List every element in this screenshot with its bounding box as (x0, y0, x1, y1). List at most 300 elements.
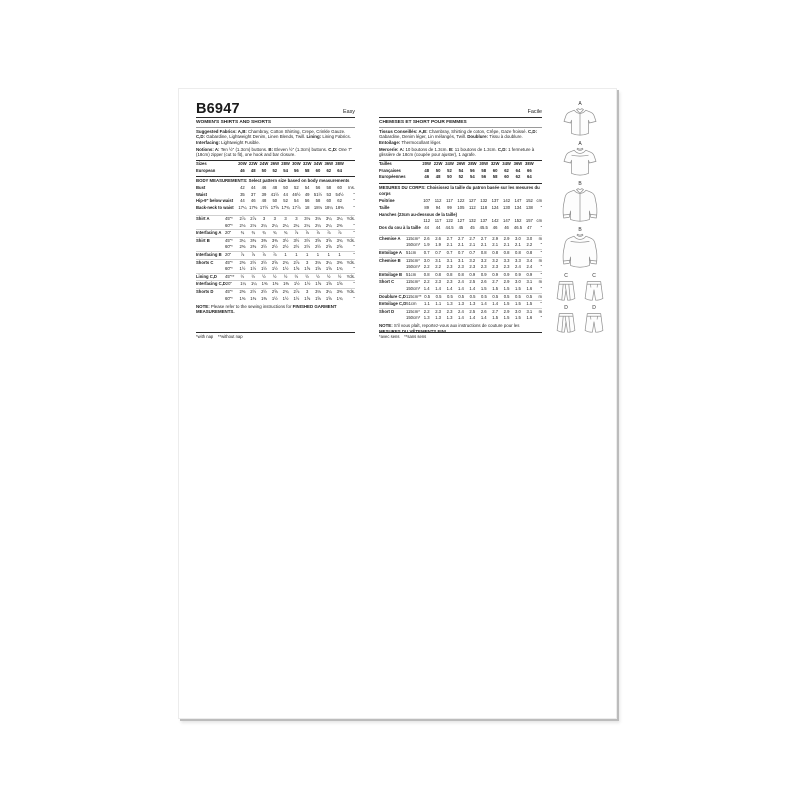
table-cell: 1.4 (446, 285, 453, 291)
fabric-width-label: 150cm* (406, 264, 421, 270)
table-row (196, 251, 355, 259)
table-cell: 1½ (271, 295, 278, 301)
table-cell: ½ (273, 273, 277, 279)
table-cell: 3.2 (480, 257, 487, 263)
text-segment: C,D: (196, 134, 207, 140)
table-cell: 56 (315, 185, 321, 191)
table-cell: 17⅞ (292, 205, 301, 210)
table-cell: 36W (324, 161, 334, 167)
unit-label: m (538, 293, 542, 299)
unit-label: Yds. (346, 216, 355, 222)
text-segment: Lining Fabrics. (322, 134, 351, 140)
table-cell: 46½ (292, 191, 301, 197)
table-cell: 1.1 (435, 301, 442, 307)
table-cell: 44.5 (445, 224, 454, 230)
table-cell: 1½ (293, 295, 300, 301)
table-cell: 0.5 (481, 293, 487, 299)
table-cell: 62 (515, 174, 521, 180)
table-cell: 32W (490, 161, 500, 167)
table-cell: ⅞ (262, 252, 266, 258)
table-cell: 1⅝ (315, 295, 321, 301)
table-row (196, 288, 355, 296)
table-cell: 1.3 (458, 301, 464, 307)
row-label: Shorts C (196, 259, 214, 265)
text-segment: One 7" (18cm) zipper (cut to fit), one hook and bar closure. (196, 146, 353, 158)
table-cell: 56 (481, 174, 487, 180)
table-row (196, 266, 355, 273)
table-cell: 17½ (259, 205, 269, 210)
table-cell: 2.1 (515, 242, 521, 248)
table-row (379, 278, 542, 286)
table-cell: 1.3 (435, 315, 442, 321)
table-cell: 3.1 (446, 257, 453, 263)
unit-label: m (538, 279, 543, 285)
table-cell: 52 (272, 167, 278, 173)
table-cell: 94 (435, 204, 441, 210)
text-segment: Tissus Conseillés: A,B: (379, 129, 429, 134)
table-cell: 1.4 (458, 315, 464, 321)
table-cell: 52 (283, 198, 288, 204)
table-cell: 54 (458, 167, 464, 173)
fabric-width-label: 60"* (225, 244, 233, 250)
table-cell: 50 (272, 198, 278, 204)
table-cell: 54 (283, 167, 288, 173)
table-cell: 2⅜ (239, 259, 246, 265)
fabric-width-label: 20" (225, 230, 232, 236)
table-cell: 2.1 (503, 242, 510, 248)
fabric-width-label: 115cm* (406, 257, 420, 263)
table-cell: ¾ (262, 230, 266, 236)
sizes-table-french (379, 161, 542, 181)
unit-label: " (540, 301, 542, 307)
table-cell: 2¼ (271, 222, 278, 228)
fabric-width-label: 51cm (406, 301, 417, 307)
divider (196, 176, 355, 177)
text-segment: B: (268, 146, 275, 152)
table-cell: 0.5 (515, 293, 521, 299)
table-cell: 58 (481, 167, 487, 173)
table-cell: 137 (491, 198, 499, 204)
table-row (379, 315, 542, 322)
table-cell: 1½ (304, 281, 311, 287)
table-cell: 2½ (293, 244, 300, 250)
unit-label: Yds. (346, 273, 355, 279)
table-cell: 46 (261, 185, 267, 191)
table-cell: 54 (294, 198, 299, 204)
table-cell: 60 (326, 198, 332, 204)
table-cell: 2.6 (480, 279, 487, 285)
table-cell: 1.5 (503, 285, 510, 291)
table-cell: ½ (316, 273, 320, 279)
table-cell: 2¾ (282, 259, 289, 265)
fabric-width-label: 60"* (225, 295, 233, 301)
table-cell: 2.2 (423, 264, 430, 270)
table-cell: 0.5 (492, 293, 499, 299)
figure-label: C (592, 273, 596, 279)
table-cell: 2.3 (469, 264, 476, 270)
row-label: Entoilage A (379, 249, 402, 255)
notions-paragraph-english (196, 147, 355, 158)
body-measurements-table-french (379, 198, 542, 231)
table-cell: 1.4 (480, 301, 487, 307)
unit-label: cm (536, 198, 543, 204)
unit-label: Ins. (348, 185, 355, 191)
view-a-front-figure (550, 101, 610, 139)
table-cell: 54 (304, 185, 310, 191)
table-cell: 152 (514, 218, 522, 224)
table-row (379, 242, 542, 249)
table-cell: 52 (447, 167, 452, 173)
table-cell: ½ (305, 273, 309, 279)
fabric-width-label: 150cm* (406, 285, 421, 291)
table-cell: 2½ (261, 259, 267, 265)
text-segment: Chambray, Cotton Shirting, Crepe, Crinkle Gauze. (248, 129, 346, 134)
table-cell: 2.3 (446, 264, 453, 270)
table-row (196, 244, 355, 251)
table-cell: 1.5 (503, 315, 510, 321)
row-label: Interfacing B (196, 252, 222, 258)
table-cell: 46 (250, 198, 256, 204)
text-segment: Doublure: (467, 134, 490, 140)
table-cell: 49 (304, 191, 310, 197)
table-row (196, 168, 355, 175)
table-cell: 112 (434, 198, 442, 204)
table-cell: 1½ (271, 266, 278, 272)
text-segment: B: (448, 146, 455, 152)
unit-label: " (353, 191, 355, 197)
table-cell: 2.5 (469, 279, 476, 285)
shorts-c-back-illustration (581, 279, 607, 303)
table-cell: ½ (283, 273, 288, 279)
table-cell: 3 (273, 216, 276, 222)
yardage-table-french (379, 235, 542, 322)
table-cell: 50 (435, 167, 441, 173)
table-row (379, 161, 542, 168)
fabric-width-label: 115cm* (406, 235, 420, 241)
row-label: Sizes (196, 161, 207, 167)
row-label: Entoilage C,D (379, 301, 407, 307)
table-cell: 3⅛ (315, 259, 321, 265)
table-cell: 22W (433, 161, 443, 167)
section-title-english: WOMEN'S SHIRTS AND SHORTS (196, 119, 355, 128)
table-cell: 3.2 (492, 257, 499, 263)
table-cell: 2⅜ (239, 244, 246, 250)
text-segment: Lightweight Fusible. (221, 139, 260, 145)
table-cell: 66 (527, 167, 532, 173)
view-b-back-figure (550, 227, 610, 271)
table-cell: 64 (527, 174, 532, 180)
table-cell: 62 (337, 198, 342, 204)
table-cell: 3.1 (526, 308, 533, 314)
table-cell: 1¾ (336, 266, 343, 272)
table-cell: 2.9 (503, 235, 510, 241)
table-cell: 2.3 (435, 308, 442, 314)
table-row (196, 296, 355, 303)
view-d-back-figure (581, 305, 607, 335)
table-cell: 1.4 (480, 315, 487, 321)
table-cell: ½ (251, 273, 255, 279)
table-cell: 46 (492, 224, 498, 230)
english-column (196, 99, 355, 315)
table-cell: 1½ (282, 266, 289, 272)
unit-label: " (353, 198, 355, 204)
table-cell: 54 (469, 174, 475, 180)
table-cell: 0.5 (446, 293, 453, 299)
view-d-front-figure (553, 305, 579, 335)
row-label: Taille (379, 204, 390, 210)
table-cell: 1.9 (423, 242, 430, 248)
table-cell: 47 (527, 224, 532, 230)
table-cell: 2½ (315, 244, 321, 250)
table-cell: 0.5 (503, 293, 510, 299)
pattern-envelope-back (178, 88, 617, 719)
table-cell: 152 (525, 198, 533, 204)
table-cell: 122 (457, 198, 465, 204)
table-cell: 1⅝ (304, 266, 311, 272)
table-cell: 18⅛ (313, 205, 323, 210)
table-cell: 1.4 (435, 285, 442, 291)
fabric-width-label: 115cm* (406, 279, 420, 285)
table-cell: 51½ (313, 191, 323, 197)
table-cell: 0.5 (526, 293, 533, 299)
table-cell: 44 (283, 191, 288, 197)
difficulty-label-english: Easy (343, 109, 355, 115)
table-cell: 30W (479, 161, 489, 167)
table-cell: 2.9 (503, 308, 510, 314)
table-cell: 127 (457, 218, 465, 224)
table-cell: 1.5 (480, 285, 487, 291)
table-cell: 34W (313, 161, 323, 167)
row-label: Short C (379, 279, 395, 285)
table-cell: 2⅛ (239, 222, 246, 228)
table-cell: 3⅛ (304, 216, 311, 222)
shorts-c-front-illustration (553, 279, 579, 303)
table-cell: 2.2 (423, 308, 430, 314)
table-cell: 18¼ (324, 205, 333, 210)
table-cell: 0.8 (515, 249, 521, 255)
fabric-width-label: 150cm* (406, 315, 421, 321)
table-cell: 1 (327, 252, 330, 258)
table-cell: 2.1 (469, 242, 476, 248)
table-cell: 20W (238, 161, 247, 167)
table-cell: ⅞ (240, 252, 245, 258)
table-cell: 60 (337, 185, 342, 191)
table-cell: 32W (302, 161, 312, 167)
unit-label: " (540, 204, 543, 210)
unit-label: " (353, 205, 355, 210)
table-cell: 105 (457, 204, 465, 210)
table-row (379, 212, 542, 219)
table-cell: 2½ (271, 244, 278, 250)
table-cell: 2½ (250, 259, 257, 265)
unit-label: cm (536, 218, 543, 224)
table-cell: 3 (306, 259, 309, 265)
table-cell: 3.0 (515, 279, 521, 285)
unit-label: m (538, 308, 543, 314)
table-cell: 1⅝ (336, 281, 343, 287)
table-cell: 1⅜ (250, 295, 257, 301)
row-label: Chemise A (379, 235, 401, 241)
table-cell: ¾ (273, 230, 277, 236)
table-cell: 52 (294, 185, 299, 191)
unit-label: " (353, 252, 355, 258)
row-label: Françaises (379, 167, 401, 173)
text-segment: S'il vous plaît, reportez-vous aux instructions de couture pour les (392, 323, 520, 329)
table-cell: ¾ (283, 230, 288, 236)
table-cell: 3⅜ (336, 289, 343, 295)
unit-label: Yds. (346, 237, 355, 243)
table-cell: 142 (491, 218, 499, 224)
table-cell: 2¼ (293, 222, 300, 228)
table-cell: 0.7 (423, 249, 430, 255)
table-cell: 0.9 (480, 271, 487, 277)
table-cell: 118 (480, 204, 488, 210)
table-cell: 18⅜ (335, 205, 344, 210)
table-cell: 3⅝ (315, 237, 321, 243)
fabrics-paragraph-french (379, 129, 542, 145)
table-cell: 0.9 (492, 271, 499, 277)
table-cell: 0.8 (458, 271, 464, 277)
row-label: Short D (379, 308, 395, 314)
fabric-width-label: 51cm (406, 249, 417, 255)
table-row (379, 218, 542, 225)
table-cell: 3¼ (325, 289, 332, 295)
table-cell: 52 (458, 174, 464, 180)
row-label: Interfacing C,D (196, 281, 226, 287)
table-cell: 3⅜ (261, 237, 267, 243)
table-row (379, 300, 542, 308)
table-cell: 2.6 (435, 235, 442, 241)
table-cell: 3.1 (526, 279, 533, 285)
view-b-front-figure (550, 181, 610, 225)
row-label: Chemise B (379, 257, 401, 263)
table-row (196, 237, 355, 245)
table-cell: 2.7 (446, 235, 453, 241)
table-cell: 36W (513, 161, 523, 167)
table-cell: 0.9 (469, 271, 476, 277)
table-cell: 2¾ (282, 289, 289, 295)
table-cell: 130 (503, 204, 511, 210)
fabric-width-label: 45"* (225, 289, 233, 295)
fabric-width-label: 45"* (225, 216, 233, 222)
table-cell: 0.7 (458, 249, 464, 255)
table-cell: 2¼ (282, 222, 289, 228)
table-cell: 2¼ (325, 222, 332, 228)
sizes-table-english (196, 161, 355, 174)
row-label: Hanches (23cm au-dessous de la taille) (379, 211, 457, 217)
table-cell: 50 (261, 167, 267, 173)
table-cell: 1.5 (526, 301, 533, 307)
table-cell: 1⅝ (325, 266, 332, 272)
table-cell: 2.3 (446, 308, 453, 314)
table-row (196, 229, 355, 237)
table-cell: 3½ (282, 237, 289, 243)
table-cell: 1⅝ (315, 266, 321, 272)
table-cell: 56 (304, 198, 310, 204)
unit-label: " (353, 281, 355, 287)
table-cell: 24W (259, 161, 269, 167)
unit-label: " (540, 285, 543, 291)
unit-label: Yds. (346, 289, 355, 295)
table-cell: 1.6 (526, 315, 533, 321)
shorts-d-back-illustration (581, 311, 607, 335)
row-label: Shirt A (196, 216, 210, 222)
text-segment: FINISHED GARMENT MEASUREMENTS. (196, 303, 337, 315)
table-cell: 117 (446, 198, 453, 204)
table-cell: ⅞ (327, 230, 331, 236)
text-segment: C,D: (528, 129, 538, 134)
table-cell: 2⅜ (250, 244, 257, 250)
table-cell: ½ (294, 273, 299, 279)
table-cell: 1 (306, 252, 309, 258)
table-cell: 122 (446, 218, 454, 224)
table-cell: 22W (248, 161, 258, 167)
table-row (379, 235, 542, 243)
table-cell: ¾ (240, 230, 245, 236)
table-cell: 2.3 (435, 279, 442, 285)
unit-label: " (540, 315, 543, 321)
figure-label: A (578, 101, 582, 107)
fabric-width-label: 51cm (406, 271, 417, 277)
yardage-table-english (196, 215, 355, 302)
table-cell: 1⅝ (325, 295, 332, 301)
table-cell: 39 (261, 191, 267, 197)
table-cell: 2.1 (480, 242, 487, 248)
table-cell: 2½ (250, 289, 257, 295)
table-cell: 53 (326, 191, 332, 197)
table-cell: 3 (306, 289, 309, 295)
table-cell: 1.6 (526, 285, 533, 291)
figure-label: D (592, 305, 596, 311)
table-cell: 2.7 (492, 308, 499, 314)
table-cell: 2¼ (261, 222, 267, 228)
table-cell: 2.7 (458, 235, 464, 241)
table-cell: 2⅛ (250, 222, 257, 228)
figure-label: D (564, 305, 568, 311)
table-cell: 2½ (261, 244, 267, 250)
table-cell: 48 (261, 198, 267, 204)
table-cell: 1½ (250, 266, 257, 272)
table-cell: 1 (295, 252, 298, 258)
notions-paragraph-french (379, 147, 542, 158)
unit-label: " (353, 230, 355, 236)
table-cell: 50 (447, 174, 452, 180)
row-label: Back-neck to waist (196, 205, 234, 210)
unit-label: m (538, 235, 543, 241)
table-row (196, 280, 355, 288)
table-cell: 64 (515, 167, 521, 173)
table-row (379, 286, 542, 293)
table-cell: 0.7 (469, 249, 476, 255)
fabric-width-label: 45"** (225, 273, 235, 279)
table-cell: 147 (503, 218, 511, 224)
table-cell: 1 (338, 252, 341, 258)
table-cell: 26W (270, 161, 280, 167)
table-cell: 17¾ (281, 205, 290, 210)
table-cell: 44 (424, 224, 430, 230)
table-cell: 1½ (282, 295, 289, 301)
fabric-width-label: 150cm* (406, 242, 421, 248)
table-cell: 2½ (282, 244, 289, 250)
table-cell: 46 (504, 224, 509, 230)
table-cell: 1½ (293, 281, 300, 287)
fabric-width-label: 115cm* (406, 308, 420, 314)
table-cell: 1⅝ (315, 281, 322, 287)
table-cell: 3 (295, 216, 298, 222)
table-cell: 2⅜ (239, 289, 246, 295)
table-cell: 1⅜ (239, 295, 246, 301)
table-cell: 2.9 (492, 235, 499, 241)
